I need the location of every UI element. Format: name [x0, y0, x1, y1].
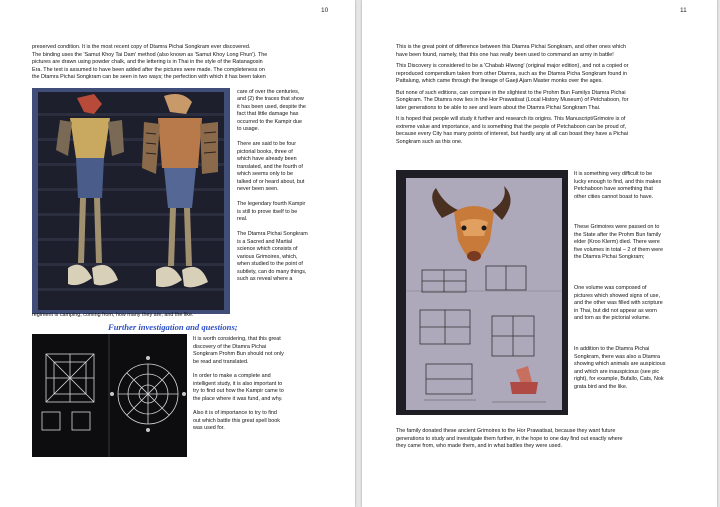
side-line: pictures which showed signs of use,	[574, 292, 660, 299]
body-line: This Discovery is considered to be a 'Chabab Hlwong' (original major edition), and not a copied or	[396, 63, 629, 69]
bottom-line: Also it is of importance to try to find	[193, 410, 277, 416]
side-line: In addition to the Dtamra Pichai	[574, 346, 650, 352]
side-line: is still to prove itself to be	[237, 208, 298, 215]
side-line: and which are inauspicious (see pic	[574, 368, 660, 375]
side-line: science which consists of	[237, 246, 298, 252]
bottom-line: out which battle this great spell book	[193, 417, 280, 424]
body-line: extreme value and importance, and is something that the people of Petchaboon can be proud of,	[396, 123, 627, 130]
bottom-line: Songkram Prohm Bun should not only	[193, 351, 284, 357]
side-line: and (2) the traces that show	[237, 96, 304, 102]
left-page	[0, 0, 355, 507]
side-line: real.	[237, 216, 248, 222]
side-line: It is something very difficult to be	[574, 171, 653, 177]
side-line: lucky enough to find, and this makes	[574, 178, 662, 185]
body-line: This is the great point of difference between this Dtamra Pichai Songkram, and other ones which	[396, 44, 627, 50]
side-line: never been seen.	[237, 186, 279, 192]
body-line: Songkram such as this one.	[396, 138, 463, 145]
body-line: reproduced compendium taken from other Dtamra, such as the Dtamra Picha Songkram found in	[396, 70, 628, 77]
side-line: fact that little damage has	[237, 111, 299, 117]
page-number: 11	[680, 7, 687, 14]
side-line: subtlety, can do many things,	[237, 268, 307, 275]
body-line: generations to study and investigate them further, in the hope to one day find out exactly where	[396, 435, 623, 442]
body-line: they came from, who made them, and in what battles they were used.	[396, 443, 562, 449]
side-line: elder (Kroo Klerm) died. There were	[574, 239, 660, 245]
section-heading: Further investigation and questions;	[108, 322, 238, 332]
body-line: pictures are drawn using powder chalk, and the lettering is in Thai in the style of the Ratanagosin	[32, 59, 263, 65]
side-line: other cities cannot boast to have.	[574, 193, 654, 200]
bottom-line: try to find out how the Kampir came to	[193, 388, 284, 394]
side-line: These Grimoires were passed on to	[574, 224, 660, 230]
right-page	[362, 0, 717, 507]
body-line: But none of such editions, can compare in the slightest to the Prohm Bun Familys Dtamra Pichai	[396, 89, 626, 96]
side-line: such as reveal where a	[237, 276, 293, 282]
side-line: showing which animals are auspicious	[574, 361, 666, 367]
side-line: is a Sacred and Martial	[237, 238, 293, 245]
side-line: Songkram, there was also a Dtamra	[574, 353, 660, 360]
side-line: pictorial books, three of	[237, 148, 293, 155]
side-line: and torn as the pictorial volume.	[574, 315, 651, 321]
bottom-line: It is worth considering, that this great	[193, 336, 281, 342]
body-line: The family donated these ancient Grimoires to the Hor Prawatisat, because they want future	[396, 428, 616, 434]
side-line: right), for example, Bufallo, Cats, Nok	[574, 376, 664, 382]
bottom-line: intelligent study, it is also important to	[193, 380, 283, 387]
side-line: five volumes in total – 2 of them were	[574, 246, 663, 253]
bottom-line: was used for.	[193, 425, 225, 431]
manuscript-image-buffalo	[396, 170, 568, 415]
manuscript-image-yantra	[32, 334, 187, 457]
page-number: 10	[321, 7, 329, 14]
side-line: One volume was composed of	[574, 285, 647, 291]
side-line: talked of or heard about, but	[237, 178, 305, 185]
side-line: There are said to be four	[237, 141, 297, 147]
side-line: translated, and the fourth of	[237, 163, 303, 170]
bottom-line: In order to make a complete and	[193, 373, 271, 379]
side-line: when studied to the point of	[237, 261, 303, 267]
side-line: to usage.	[237, 126, 260, 132]
side-line: it has been used, despite the	[237, 103, 306, 110]
side-line: Petchaboon have something that	[574, 186, 653, 192]
bottom-line: be read and translated.	[193, 358, 249, 365]
side-line: grata bird and the like.	[574, 383, 628, 390]
side-line: The legendary fourth Kampir	[237, 201, 306, 207]
side-line: occurred to the Kampir due	[237, 118, 303, 125]
side-line: the Dtamra Pichai Songkram;	[574, 254, 645, 260]
body-line: Pattalung, which came through the lineage of Gaeji Ajarn Master monks over the ages.	[396, 78, 603, 84]
side-line: The Dtamra Pichai Songkram	[237, 231, 308, 237]
side-line: the State after the Prohm Bun family	[574, 231, 661, 238]
side-line: care of over the centuries,	[237, 88, 300, 95]
body-line: later generations to be able to see and learn about the Dtamra Pichai Songkram Thai.	[396, 104, 601, 111]
body-line: the Dtamra Pichai Songkram can be seen in two ways; the perfection with which it has been taken	[32, 74, 266, 80]
body-line: Era. The text is assumed to have been added after the pictures were made. The completeness on	[32, 66, 265, 73]
side-line: and the other was filled with scripture	[574, 300, 663, 306]
body-line: preserved condition. It is the most recent copy of Dtamra Pichai Songkram ever discovered.	[32, 44, 251, 50]
body-line: The binding uses the 'Samut Khoy Tai Dam' method (also known as 'Samut Khoy Long Fhun'). The	[32, 51, 268, 58]
bottom-line: discovery of the Dtamra Pichai	[193, 343, 267, 350]
bottom-line: the place where it was fund, and why.	[193, 395, 283, 402]
side-line: in Thai, but did not appear as worn	[574, 307, 657, 314]
side-line: which seems only to be	[237, 171, 294, 177]
body-line: have been found, namely, that this one has really been used to command an army in battle!	[396, 51, 614, 58]
manuscript-image-garuda	[32, 88, 230, 314]
body-line: It is hoped that people will study it further and research its origins. This Manuscript/Grimoire is of	[396, 116, 626, 122]
side-line: various Grimoires, which,	[237, 253, 298, 260]
body-line: because every City has many points of interest, but hardly any at all can boast they have a Pichai	[396, 131, 628, 137]
body-line: Songkram. The Dtamra now lies in the Hor Prawatisat (Local History Museum) of Petchaboon, for	[396, 97, 629, 103]
body-line: regiment is camping, coming from, how many they are, and the like.	[32, 312, 194, 318]
side-line: which have already been	[237, 156, 297, 162]
